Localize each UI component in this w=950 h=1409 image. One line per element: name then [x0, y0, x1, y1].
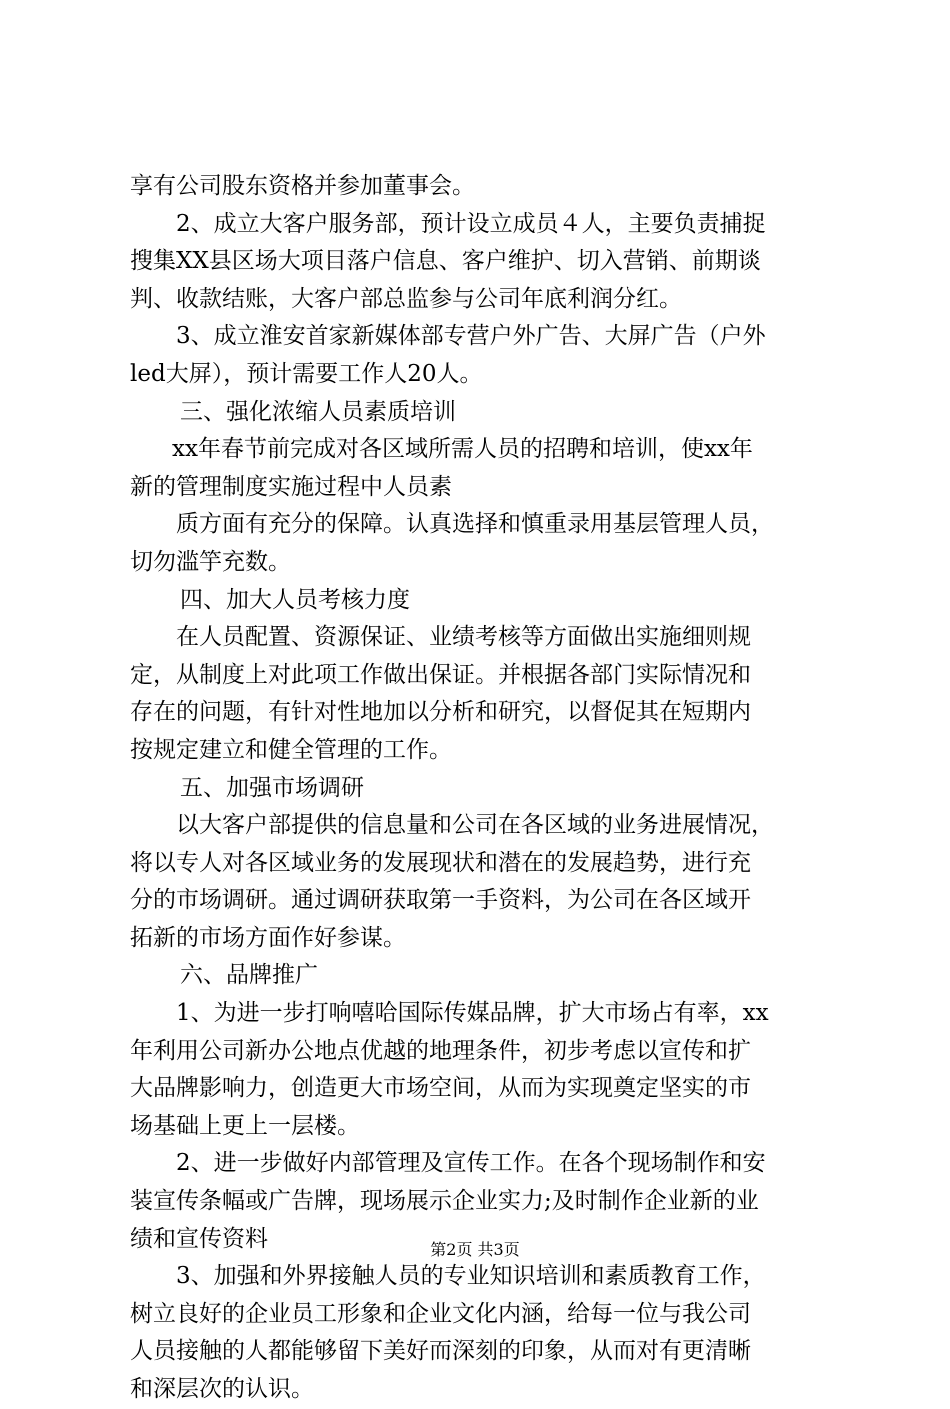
text-line: 3、成立淮安首家新媒体部专营户外广告、大屏广告（户外	[176, 323, 766, 350]
text-line: 拓新的市场方面作好参谋。	[130, 924, 406, 951]
text-line: 存在的问题，有针对性地加以分析和研究，以督促其在短期内	[130, 699, 751, 726]
page-footer: 第2页 共3页	[430, 1240, 520, 1259]
document-body	[130, 168, 830, 1409]
text-line: 大品牌影响力，创造更大市场空间，从而为实现奠定坚实的市	[130, 1075, 751, 1102]
text-line: 将以专人对各区域业务的发展现状和潜在的发展趋势，进行充	[130, 849, 751, 876]
text-line: 和深层次的认识。	[130, 1376, 314, 1402]
text-line: 以大客户部提供的信息量和公司在各区域的业务进展情况，	[176, 812, 774, 839]
text-line: 切勿滥竽充数。	[130, 548, 291, 575]
text-line: 2、进一步做好内部管理及宣传工作。在各个现场制作和安	[176, 1150, 766, 1177]
text-line: 1、为进一步打响嘻哈国际传媒品牌，扩大市场占有率，xx	[176, 1000, 769, 1027]
text-line: 五、加强市场调研	[180, 774, 364, 801]
text-line: 按规定建立和健全管理的工作。	[130, 736, 452, 763]
text-line: xx年春节前完成对各区域所需人员的招聘和培训，使xx年	[172, 436, 753, 463]
text-line: 质方面有充分的保障。认真选择和慎重录用基层管理人员，	[176, 511, 774, 538]
text-line: 2、成立大客户服务部，预计设立成员４人，主要负责捕捉	[176, 210, 766, 237]
text-line: 在人员配置、资源保证、业绩考核等方面做出实施细则规	[176, 624, 751, 651]
text-line: led大屏），预计需要工作人20人。	[130, 360, 483, 387]
text-line: 人员接触的人都能够留下美好而深刻的印象，从而对有更清晰	[130, 1338, 751, 1365]
text-line: 享有公司股东资格并参加董事会。	[130, 173, 475, 199]
text-line: 定，从制度上对此项工作做出保证。并根据各部门实际情况和	[130, 661, 751, 688]
text-line: 搜集XX县区场大项目落户信息、客户维护、切入营销、前期谈	[130, 248, 761, 275]
text-line: 判、收款结账，大客户部总监参与公司年底利润分红。	[130, 285, 682, 312]
text-line: 四、加大人员考核力度	[180, 586, 410, 613]
text-line: 3、加强和外界接触人员的专业知识培训和素质教育工作，	[176, 1263, 766, 1290]
text-line: 新的管理制度实施过程中人员素	[130, 473, 452, 500]
text-line: 分的市场调研。通过调研获取第一手资料，为公司在各区域开	[130, 887, 751, 914]
text-line: 装宣传条幅或广告牌，现场展示企业实力;及时制作企业新的业	[130, 1188, 759, 1215]
text-line: 场基础上更上一层楼。	[130, 1112, 360, 1139]
text-line: 年利用公司新办公地点优越的地理条件，初步考虑以宣传和扩	[130, 1037, 751, 1064]
text-line: 绩和宣传资料	[130, 1225, 268, 1252]
text-line: 树立良好的企业员工形象和企业文化内涵，给每一位与我公司	[130, 1300, 751, 1327]
text-line: 六、品牌推广	[180, 962, 318, 989]
text-line: 三、强化浓缩人员素质培训	[180, 398, 456, 425]
